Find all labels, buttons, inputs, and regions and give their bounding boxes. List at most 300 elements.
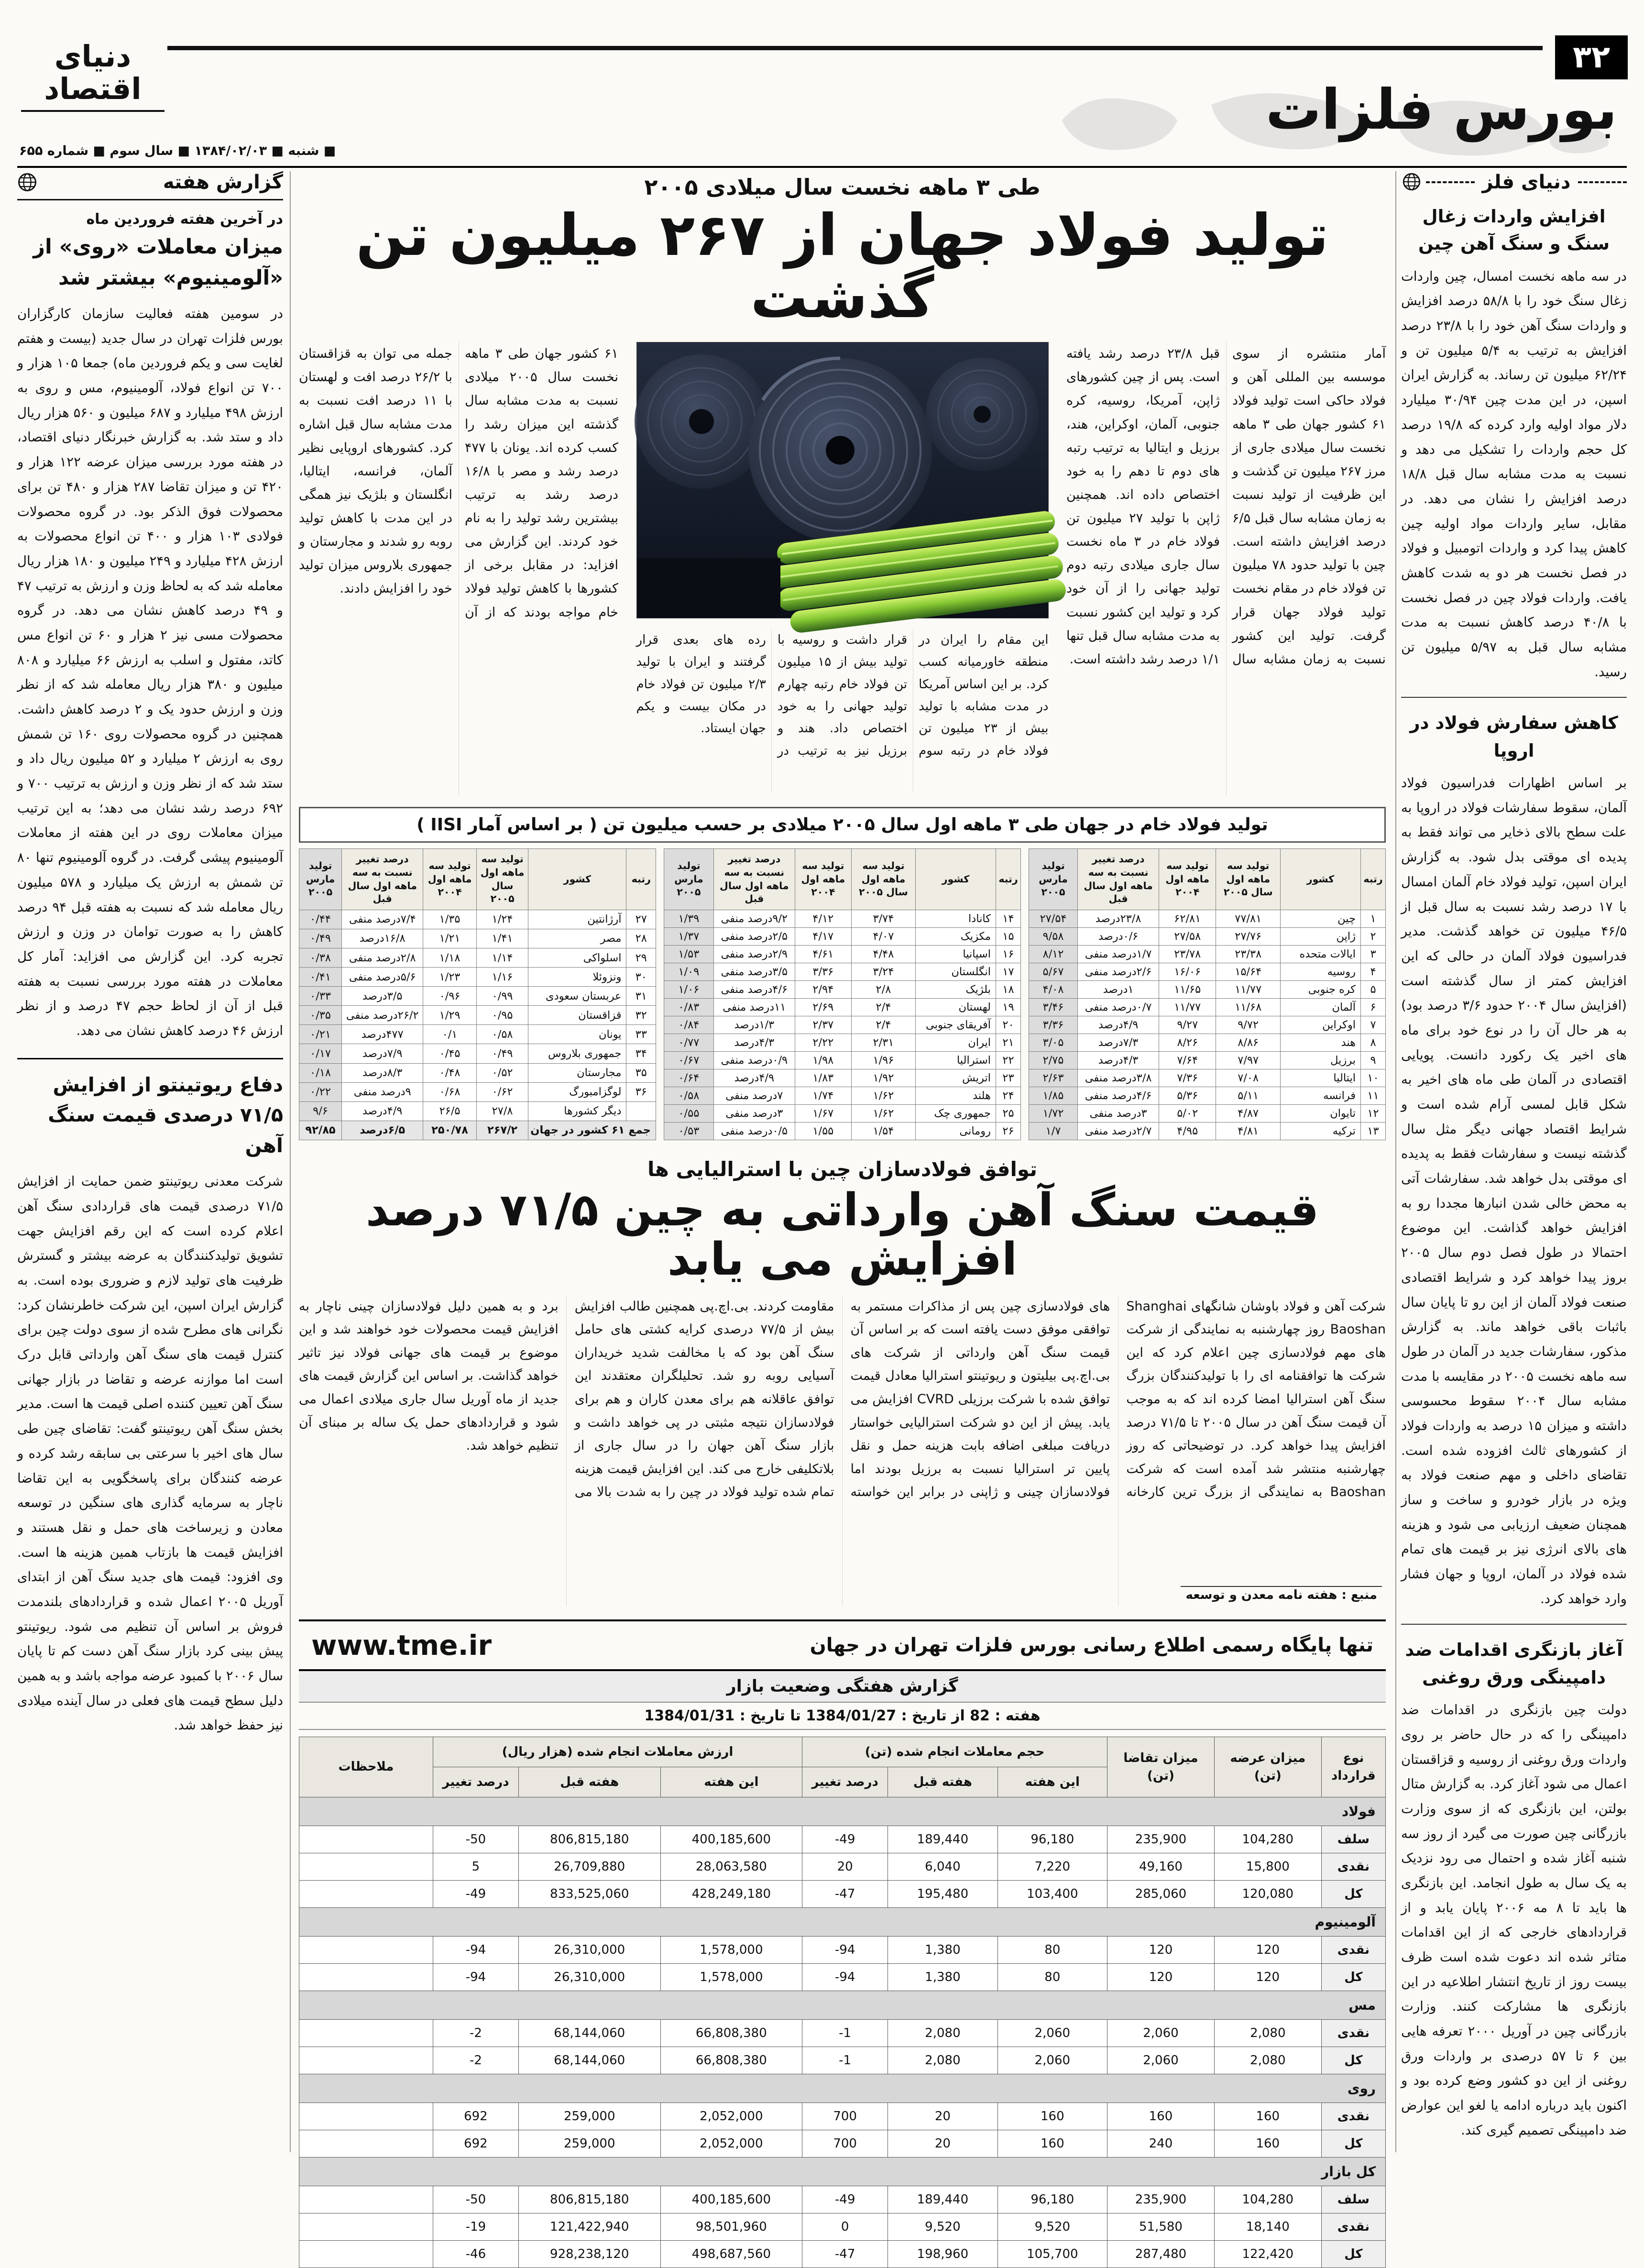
- steel-table-row: [299, 948, 656, 968]
- table-cell: بلژیک: [916, 980, 996, 998]
- table-cell: ۱/۹۸: [795, 1051, 851, 1069]
- tme-data-row: [299, 2020, 1386, 2047]
- table-cell: نقدی: [1321, 2103, 1385, 2130]
- table-cell: عربستان سعودی: [528, 987, 626, 1006]
- steel-table-group-2: [664, 848, 1021, 1140]
- table-cell: 2,060: [1107, 2047, 1215, 2074]
- table-cell: ۳/۵درصد منفی: [713, 963, 795, 980]
- table-cell: 122,420: [1214, 2241, 1321, 2268]
- metal-world-article-title: کاهش سفارش فولاد در اروپا: [1401, 697, 1627, 764]
- table-cell: ایران: [916, 1034, 996, 1051]
- table-cell: ۰/۵درصد منفی: [713, 1122, 795, 1140]
- table-cell: 692: [433, 2130, 518, 2158]
- table-cell: 66,808,380: [660, 2047, 802, 2074]
- table-cell: [299, 1937, 433, 1964]
- table-cell: [299, 2103, 433, 2130]
- table-cell: 80: [997, 1964, 1107, 1991]
- table-cell: -94: [433, 1937, 518, 1964]
- table-cell: ۷/۴درصد منفی: [342, 910, 423, 929]
- table-cell: ۰/۳۵: [299, 1006, 342, 1025]
- table-cell: ۴/۹درصد: [342, 1101, 423, 1121]
- steel-table-row: [299, 1101, 656, 1121]
- tme-data-row: [299, 2047, 1386, 2074]
- table-cell: مجارستان: [528, 1063, 626, 1082]
- table-cell: نقدی: [1321, 2213, 1385, 2241]
- steel-coils-photo: [636, 342, 1049, 618]
- table-cell: ۵/۰۲: [1159, 1104, 1216, 1122]
- col-header-pct-change: درصد تغییر: [802, 1767, 888, 1797]
- col-header-country: کشور: [528, 849, 626, 910]
- table-cell: 104,280: [1214, 1826, 1321, 1853]
- table-cell: کل بازار: [299, 2158, 1386, 2186]
- table-cell: 285,060: [1107, 1881, 1215, 1908]
- table-cell: ۱۹: [996, 998, 1021, 1016]
- table-cell: جمهوری بلاروس: [528, 1044, 626, 1063]
- table-cell: 2,060: [997, 2047, 1107, 2074]
- table-cell: ۰/۴۸: [423, 1063, 477, 1082]
- col-header-this-week: این هفته: [660, 1767, 802, 1797]
- table-cell: ۰/۶۸: [423, 1082, 477, 1101]
- newspaper-logo: دنیای اقتصاد: [21, 40, 164, 112]
- table-cell: -94: [802, 1964, 888, 1991]
- table-cell: -47: [802, 1881, 888, 1908]
- table-cell: ۰/۲۲: [299, 1082, 342, 1101]
- tme-data-row: [299, 1853, 1386, 1881]
- table-cell: ۴/۱۷: [795, 927, 851, 945]
- table-cell: ۲/۸: [851, 980, 915, 998]
- table-cell: 120: [1214, 1964, 1321, 1991]
- table-cell: ۱/۲۳: [423, 968, 477, 987]
- tme-website-link[interactable]: www.tme.ir: [311, 1629, 492, 1662]
- col-header-prev-week: هفته قبل: [518, 1767, 660, 1797]
- tme-section-row: [299, 1908, 1386, 1937]
- steel-table-row: [299, 1082, 656, 1101]
- table-cell: 9,520: [888, 2213, 997, 2241]
- table-cell: ۳: [1361, 945, 1386, 963]
- table-cell: 7,220: [997, 1853, 1107, 1881]
- tme-data-row: [299, 2241, 1386, 2268]
- tme-week-line: هفته : 82 از تاریخ : 1384/01/27 تا تاریخ : 1384/01/31: [299, 1703, 1386, 1730]
- table-cell: ۳/۵درصد: [342, 987, 423, 1006]
- main-article-kicker: طی ۳ ماهه نخست سال میلادی ۲۰۰۵: [644, 174, 1041, 200]
- table-cell: ۱/۴۱: [476, 929, 528, 948]
- steel-table-row: [664, 998, 1021, 1016]
- table-cell: -49: [802, 2186, 888, 2213]
- table-cell: 2,080: [1214, 2020, 1321, 2047]
- col-header-country: کشور: [1281, 849, 1361, 910]
- table-cell: ۲: [1361, 927, 1386, 945]
- col-header-prev-week: هفته قبل: [888, 1767, 997, 1797]
- table-cell: 120: [1214, 1937, 1321, 1964]
- table-cell: ۰/۶۴: [664, 1069, 714, 1087]
- table-cell: ۱۲: [1361, 1104, 1386, 1122]
- table-cell: ۱/۵۵: [795, 1122, 851, 1140]
- table-cell: ۴/۸۷: [1216, 1104, 1281, 1122]
- tme-data-row: [299, 1826, 1386, 1853]
- steel-table-row: [1029, 1104, 1386, 1122]
- table-cell: ۱/۹۲: [851, 1069, 915, 1087]
- table-cell: 160: [1107, 2103, 1215, 2130]
- table-cell: آلمان: [1281, 998, 1361, 1016]
- table-cell: ۳۲: [626, 1006, 656, 1025]
- table-cell: ۲/۶درصد منفی: [1078, 963, 1159, 980]
- table-cell: -2: [433, 2047, 518, 2074]
- table-cell: ۴/۹درصد: [1078, 1016, 1159, 1034]
- table-cell: -49: [433, 1881, 518, 1908]
- table-cell: ۲۰: [996, 1016, 1021, 1034]
- table-cell: مس: [299, 1991, 1386, 2020]
- table-cell: اوکراین: [1281, 1016, 1361, 1034]
- table-cell: آلومینیوم: [299, 1908, 1386, 1937]
- table-cell: ۱۰: [1361, 1069, 1386, 1087]
- table-cell: ۴/۰۸: [1029, 980, 1078, 998]
- table-cell: ۴/۹۵: [1159, 1122, 1216, 1140]
- table-cell: ۲۳: [996, 1069, 1021, 1087]
- steel-table-row: [1029, 1051, 1386, 1069]
- table-cell: نقدی: [1321, 2020, 1385, 2047]
- second-article-text: شرکت آهن و فولاد باوشان شانگهای Shanghai Baoshan روز چهارشنبه به نمایندگی از شرکت های مهم فولادسازی چین اعلام کرد که این شرکت ها توافقنامه ای را با تولیدکنندگان بزرگ سنگ آهن استرالیا امضا کرده اند که به موجب آن قیمت سنگ آهن در سال ۲۰۰۵ تا ۷۱/۵ درصد افزایش پیدا خواهد کرد. در توضیحاتی که روز چهارشنبه منتشر شد آمده است که شرکت Baoshan به نمایندگی از بزرگ ترین کارخانه های فولادسازی چین پس از مذاکرات مستمر به توافقی موفق دست یافته است که بر اساس آن قیمت سنگ آهن وارداتی از شرکت های بی.اچ.پی بیلیتون و ریوتینتو استرالیا معادل قیمت توافق شده با شرکت برزیلی CVRD افزایش می یابد. پیش از این دو شرکت استرالیایی خواستار دریافت مبلغی اضافه بابت هزینه حمل و نقل پایین تر استرالیا نسبت به برزیل بودند اما فولادسازان چینی و ژاپنی در برابر این خواسته مقاومت کردند. بی.اچ.پی همچنین طالب افزایش بیش از ۷۷/۵ درصدی کرایه کشتی های حامل سنگ آهن بود که با مخالفت شدید خریداران آسیایی روبه رو شد. تحلیلگران معتقدند این توافق عاقلانه هم برای معدن کاران و هم برای فولادسازان نتیجه مثبتی در پی خواهد داشت و بازار سنگ آهن جهان را در سال جاری از بلاتکلیفی خارج می کند. این افزایش قیمت هزینه تمام شده تولید فولاد در چین را به شدت بالا می برد و به همین دلیل فولادسازان چینی ناچار به افزایش قیمت محصولات خود خواهند شد و این موضوع بر قیمت های جهانی فولاد نیز تاثیر خواهد گذاشت. بر اساس این گزارش قیمت های جدید از ماه آوریل سال جاری میلادی اعمال می شود و قراردادهای حمل یک ساله بر مبنای آن تنظیم خواهد شد.: [299, 1299, 1386, 1500]
- table-cell: ۱/۵۳: [664, 945, 714, 963]
- table-cell: 20: [802, 1853, 888, 1881]
- table-cell: ۱/۲۹: [423, 1006, 477, 1025]
- table-cell: 120: [1107, 1964, 1215, 1991]
- table-cell: -1: [802, 2020, 888, 2047]
- table-cell: فولاد: [299, 1797, 1386, 1826]
- table-cell: 68,144,060: [518, 2020, 660, 2047]
- table-cell: هلند: [916, 1087, 996, 1104]
- table-cell: ۰/۱: [423, 1025, 477, 1044]
- table-cell: ۰/۲۱: [299, 1025, 342, 1044]
- table-cell: کل: [1321, 2130, 1385, 2158]
- article-title: میزان معاملات «روی» از «آلومینیوم» بیشتر شد: [33, 235, 283, 290]
- steel-table-row: [1029, 1087, 1386, 1104]
- table-cell: ۰/۱۷: [299, 1044, 342, 1063]
- table-cell: ۰/۵۳: [664, 1122, 714, 1140]
- table-cell: ۱/۸۵: [1029, 1087, 1078, 1104]
- tme-data-row: [299, 2213, 1386, 2241]
- col-header-rank: رتبه: [996, 849, 1021, 910]
- masthead-rule: [167, 46, 1543, 50]
- table-cell: ۶۲/۸۱: [1159, 910, 1216, 927]
- table-cell: ۱/۳درصد: [713, 1016, 795, 1034]
- table-cell: 103,400: [997, 1881, 1107, 1908]
- table-cell: ۹۲/۸۵: [299, 1121, 342, 1140]
- table-cell: ۲۶۷/۲: [476, 1121, 528, 1140]
- col-header-contract-type: نوع قرارداد: [1321, 1737, 1385, 1797]
- table-cell: [299, 2130, 433, 2158]
- table-cell: ۳/۷۴: [851, 910, 915, 927]
- header-rule: [17, 166, 1627, 168]
- table-cell: [299, 1964, 433, 1991]
- table-cell: ۱/۷۲: [1029, 1104, 1078, 1122]
- steel-coils-photo-graphic: [637, 342, 1048, 618]
- table-cell: ۰/۹۶: [423, 987, 477, 1006]
- table-cell: ۰/۴۹: [476, 1044, 528, 1063]
- table-cell: ۱: [1361, 910, 1386, 927]
- table-cell: مکزیک: [916, 927, 996, 945]
- table-cell: ۲۵: [996, 1104, 1021, 1122]
- table-cell: ۵: [1361, 980, 1386, 998]
- table-cell: ۲۶/۲درصد منفی: [342, 1006, 423, 1025]
- table-cell: ۲/۹درصد منفی: [713, 945, 795, 963]
- col-header-notes: ملاحظات: [299, 1737, 433, 1797]
- table-cell: ۷درصد منفی: [713, 1087, 795, 1104]
- table-cell: 2,060: [997, 2020, 1107, 2047]
- main-article-headline: تولید فولاد جهان از ۲۶۷ میلیون تن گذشت: [356, 202, 1329, 331]
- steel-table-row: [664, 980, 1021, 998]
- table-cell: ۶/۵درصد: [342, 1121, 423, 1140]
- table-cell: ۴/۹درصد: [713, 1069, 795, 1087]
- steel-table-group-3: [299, 848, 656, 1140]
- column-divider-left: [290, 171, 291, 2152]
- steel-table-row: [299, 1044, 656, 1063]
- table-cell: ۱/۰۹: [664, 963, 714, 980]
- article-title: دفاع ریوتینتو از افزایش ۷۱/۵ درصدی قیمت سنگ آهن: [48, 1073, 283, 1157]
- table-cell: 26,310,000: [518, 1964, 660, 1991]
- steel-table-row: [1029, 1016, 1386, 1034]
- table-cell: ۲/۶۳: [1029, 1069, 1078, 1087]
- table-cell: ۲/۵درصد منفی: [713, 927, 795, 945]
- table-cell: 28,063,580: [660, 1853, 802, 1881]
- steel-table-row: [299, 1006, 656, 1025]
- table-cell: برزیل: [1281, 1051, 1361, 1069]
- col-header-value-group: ارزش معاملات انجام شده (هزار ریال): [433, 1737, 802, 1767]
- table-cell: اتریش: [916, 1069, 996, 1087]
- table-cell: 96,180: [997, 2186, 1107, 2213]
- tme-data-row: [299, 2103, 1386, 2130]
- table-cell: ۴/۸۱: [1216, 1122, 1281, 1140]
- table-cell: ۳/۴۶: [1029, 998, 1078, 1016]
- steel-table-row: [1029, 1122, 1386, 1140]
- dashed-rule: [1426, 181, 1475, 183]
- article-body: شرکت معدنی ریوتینتو ضمن حمایت از افزایش ۷۱/۵ درصدی قیمت های قراردادی سنگ آهن اعلام کرده است که این رقم افزایش جهت تشویق تولیدکنندگان به عرضه بیشتر و گسترش ظرفیت های تولید لازم و ضروری بوده است. به گزارش ایران اسپن، این شرکت خاطرنشان کرد: نگرانی های مطرح شده از سوی دولت چین برای کنترل قیمت های سنگ آهن وارداتی قابل درک است اما موازنه عرضه و تقاضا در بازار جهانی سنگ آهن تعیین کننده اصلی قیمت ها است. مدیر بخش سنگ آهن ریوتینتو گفت: تقاضای چین طی سال های اخیر با سرعتی بی سابقه رشد کرده و عرضه کنندگان برای پاسخگویی به این تقاضا ناچار به سرمایه گذاری های سنگین در توسعه معادن و زیرساخت های حمل و نقل هستند و افزایش قیمت ها بازتاب همین هزینه ها است. وی افزود: قیمت های جدید سنگ آهن از ابتدای آوریل ۲۰۰۵ اعمال شده و قراردادهای بلندمدت فروش بر اساس آن تنظیم می شود. ریوتینتو پیش بینی کرد بازار سنگ آهن دست کم تا پایان سال ۲۰۰۶ با کمبود عرضه مواجه باشد و به همین دلیل سطح قیمت های فعلی در سال آینده میلادی نیز حفظ خواهد شد.: [17, 1174, 283, 1733]
- table-cell: اسپانیا: [916, 945, 996, 963]
- table-cell: ۳۶: [626, 1082, 656, 1101]
- table-cell: ۲/۴: [851, 998, 915, 1016]
- metal-world-article-title: آغاز بازنگری اقدامات ضد دامپینگی ورق روغنی: [1401, 1624, 1627, 1691]
- table-cell: 66,808,380: [660, 2020, 802, 2047]
- table-cell: ۴۷۷درصد: [342, 1025, 423, 1044]
- table-cell: ۳۴: [626, 1044, 656, 1063]
- table-cell: ۲۳/۷۸: [1159, 945, 1216, 963]
- steel-table-row: [1029, 963, 1386, 980]
- col-header-q1-2004: تولید سه ماهه اول ۲۰۰۴: [795, 849, 851, 910]
- table-cell: ۰/۴۵: [423, 1044, 477, 1063]
- table-cell: [299, 1826, 433, 1853]
- table-cell: ۱درصد: [1078, 980, 1159, 998]
- table-cell: هند: [1281, 1034, 1361, 1051]
- metal-world-label: دنیای فلز: [1482, 171, 1571, 193]
- steel-table-row: [1029, 1034, 1386, 1051]
- table-cell: 235,900: [1107, 1826, 1215, 1853]
- table-cell: -19: [433, 2213, 518, 2241]
- table-cell: 806,815,180: [518, 1826, 660, 1853]
- table-cell: ۱/۶۷: [795, 1104, 851, 1122]
- table-cell: چین: [1281, 910, 1361, 927]
- steel-table-row: [1029, 980, 1386, 998]
- table-cell: -50: [433, 2186, 518, 2213]
- table-cell: 806,815,180: [518, 2186, 660, 2213]
- table-cell: ۱/۷۴: [795, 1087, 851, 1104]
- table-cell: نقدی: [1321, 1853, 1385, 1881]
- table-cell: ۱۶/۸درصد: [342, 929, 423, 948]
- table-cell: 400,185,600: [660, 1826, 802, 1853]
- steel-table-row: [664, 1104, 1021, 1122]
- table-cell: ۷/۹۷: [1216, 1051, 1281, 1069]
- col-header-change: درصد تغییر نسبت به سه ماهه اول سال قبل: [1078, 849, 1159, 910]
- steel-table-row: [1029, 998, 1386, 1016]
- table-cell: [626, 1101, 656, 1121]
- table-cell: ۰/۹درصد منفی: [713, 1051, 795, 1069]
- tme-table-body: [299, 1797, 1386, 2268]
- table-cell: ۰/۴۴: [299, 910, 342, 929]
- table-cell: ۴/۱۲: [795, 910, 851, 927]
- steel-table-row: [664, 1087, 1021, 1104]
- table-cell: ۱۸: [996, 980, 1021, 998]
- table-cell: ۵/۳۶: [1159, 1087, 1216, 1104]
- table-cell: 6,040: [888, 1853, 997, 1881]
- table-cell: رومانی: [916, 1122, 996, 1140]
- table-cell: ۱۴: [996, 910, 1021, 927]
- table-cell: ۳/۸درصد منفی: [1078, 1069, 1159, 1087]
- table-cell: 287,480: [1107, 2241, 1215, 2268]
- table-cell: ۷/۳۶: [1159, 1069, 1216, 1087]
- second-article-headline: قیمت سنگ آهن وارداتی به چین ۷۱/۵ درصد افزایش می یابد: [365, 1184, 1319, 1286]
- date-line: ■ شنبه ■ ۱۳۸۴/۰۲/۰۳ ■ سال سوم ■ شماره ۶۵۵: [19, 143, 336, 158]
- table-cell: ۲۴: [996, 1087, 1021, 1104]
- tme-report-title: گزارش هفتگی وضعیت بازار: [299, 1671, 1386, 1703]
- table-cell: ۱/۳۹: [664, 910, 714, 927]
- metal-world-articles: [1401, 203, 1627, 2143]
- table-cell: -1: [802, 2047, 888, 2074]
- table-cell: دیگر کشورها: [528, 1101, 626, 1121]
- article-source: منبع : هفته نامه معدن و توسعه: [1181, 1586, 1382, 1603]
- table-cell: ۹: [1361, 1051, 1386, 1069]
- table-cell: ۲/۸درصد منفی: [342, 948, 423, 968]
- table-cell: ۳۱: [626, 987, 656, 1006]
- tme-banner: [299, 1619, 1386, 1671]
- table-cell: 120: [1107, 1937, 1215, 1964]
- week-report-column: [17, 171, 283, 2152]
- table-cell: 20: [888, 2103, 997, 2130]
- table-cell: ۵/۶درصد منفی: [342, 968, 423, 987]
- table-cell: کل: [1321, 1964, 1385, 1991]
- steel-table-row: [664, 963, 1021, 980]
- table-cell: ۱/۷: [1029, 1122, 1078, 1140]
- table-cell: 259,000: [518, 2130, 660, 2158]
- table-cell: ۰/۷درصد منفی: [1078, 998, 1159, 1016]
- table-cell: ۰/۴۹: [299, 929, 342, 948]
- table-cell: 104,280: [1214, 2186, 1321, 2213]
- table-cell: ۱/۰۶: [664, 980, 714, 998]
- table-cell: ۳/۲۴: [851, 963, 915, 980]
- steel-table-row: [664, 1034, 1021, 1051]
- table-cell: ۱/۹۶: [851, 1051, 915, 1069]
- table-cell: ۵/۱۱: [1216, 1087, 1281, 1104]
- table-cell: ۴/۶درصد منفی: [1078, 1087, 1159, 1104]
- table-cell: ۱/۳۷: [664, 927, 714, 945]
- steel-table-group-1: [1029, 848, 1386, 1140]
- table-cell: مصر: [528, 929, 626, 948]
- dashed-rule: [1578, 181, 1627, 183]
- col-header-march: تولید مارس ۲۰۰۵: [1029, 849, 1078, 910]
- table-cell: 259,000: [518, 2103, 660, 2130]
- table-cell: 160: [997, 2103, 1107, 2130]
- table-cell: کانادا: [916, 910, 996, 927]
- second-article-body-area: [299, 1295, 1386, 1606]
- table-cell: ۳درصد منفی: [713, 1104, 795, 1122]
- table-cell: 1,380: [888, 1937, 997, 1964]
- table-cell: ۷۷/۸۱: [1216, 910, 1281, 927]
- table-cell: ۳/۳۶: [1029, 1016, 1078, 1034]
- table-cell: ۴: [1361, 963, 1386, 980]
- table-cell: ۷/۶۴: [1159, 1051, 1216, 1069]
- table-cell: کل: [1321, 2047, 1385, 2074]
- table-cell: ۲۱: [996, 1034, 1021, 1051]
- article-kicker: در آخرین هفته فروردین ماه: [86, 211, 283, 228]
- table-cell: ۱/۷درصد منفی: [1078, 945, 1159, 963]
- table-cell: [299, 2186, 433, 2213]
- table-cell: 240: [1107, 2130, 1215, 2158]
- table-cell: 428,249,180: [660, 1881, 802, 1908]
- table-cell: ۲۶: [996, 1122, 1021, 1140]
- table-cell: ۰/۵۵: [664, 1104, 714, 1122]
- table-cell: ۲۳/۸درصد: [1078, 910, 1159, 927]
- col-header-change: درصد تغییر نسبت به سه ماهه اول سال قبل: [713, 849, 795, 910]
- table-cell: 96,180: [997, 1826, 1107, 1853]
- table-cell: 0: [802, 2213, 888, 2241]
- table-cell: ۱/۳۵: [423, 910, 477, 929]
- steel-table-row: [299, 929, 656, 948]
- week-report-header: [17, 171, 283, 200]
- steel-table-row: [1029, 910, 1386, 927]
- table-cell: ۲۷: [626, 910, 656, 929]
- table-cell: قزاقستان: [528, 1006, 626, 1025]
- table-cell: [299, 2213, 433, 2241]
- table-cell: -2: [433, 2020, 518, 2047]
- table-cell: روی: [299, 2074, 1386, 2103]
- table-cell: لوگزامبورگ: [528, 1082, 626, 1101]
- table-cell: ۳۵: [626, 1063, 656, 1082]
- steel-table-row: [664, 1051, 1021, 1069]
- table-cell: ۱۱: [1361, 1087, 1386, 1104]
- table-cell: ۱۷: [996, 963, 1021, 980]
- table-cell: ۸/۸۶: [1216, 1034, 1281, 1051]
- col-header-rank: رتبه: [626, 849, 656, 910]
- table-cell: ۱/۱۶: [476, 968, 528, 987]
- tme-data-row: [299, 2186, 1386, 2213]
- table-cell: ۱/۵۴: [851, 1122, 915, 1140]
- table-cell: جمهوری چک: [916, 1104, 996, 1122]
- metal-world-article-body: دولت چین بازنگری در اقدامات ضد دامپینگی را که در حال حاضر بر روی واردات ورق روغنی از روسیه و قزاقستان اعمال می شود آغاز کرد. به گزارش متال بولتن، این بازنگری که از سوی وزارت بازرگانی چین صورت می گیرد از روز سه شنبه آغاز شده و احتمال می رود نزدیک به یک سال به طول انجامد. این بازنگری ها باید تا ۸ مه ۲۰۰۶ پایان یابد و از قراردادهای خارجی که از این اقدامات متاثر شده اند دعوت شده است ظرف بیست روز از تاریخ انتشار اطلاعیه در این بازنگری ها مشارکت کنند. وزارت بازرگانی چین در آوریل ۲۰۰۰ تعرفه هایی بین ۶ تا ۵۷ درصدی بر واردات ورق روغنی از این دو کشور وضع کرده بود و اکنون باید درباره ادامه یا لغو این عوارض ضد دامپینگی تصمیم گیری کند.: [1401, 1702, 1627, 2138]
- table-cell: ۲۹: [626, 948, 656, 968]
- col-header-rank: رتبه: [1361, 849, 1386, 910]
- table-cell: ۲/۴: [851, 1016, 915, 1034]
- table-cell: 198,960: [888, 2241, 997, 2268]
- table-cell: ۸: [1361, 1034, 1386, 1051]
- table-cell: ۴/۳درصد: [1078, 1051, 1159, 1069]
- table-cell: ۹/۲۷: [1159, 1016, 1216, 1034]
- table-cell: ۴/۳درصد: [713, 1034, 795, 1051]
- second-article-kicker: توافق فولادسازان چین با استرالیایی ها: [647, 1157, 1038, 1181]
- table-cell: 98,501,960: [660, 2213, 802, 2241]
- table-cell: ۲/۶۹: [795, 998, 851, 1016]
- table-cell: ۰/۹۹: [476, 987, 528, 1006]
- col-header-q1-2005: تولید سه ماهه اول سال ۲۰۰۵: [476, 849, 528, 910]
- table-cell: 15,800: [1214, 1853, 1321, 1881]
- steel-table-row: [299, 987, 656, 1006]
- table-cell: ۷/۳درصد: [1078, 1034, 1159, 1051]
